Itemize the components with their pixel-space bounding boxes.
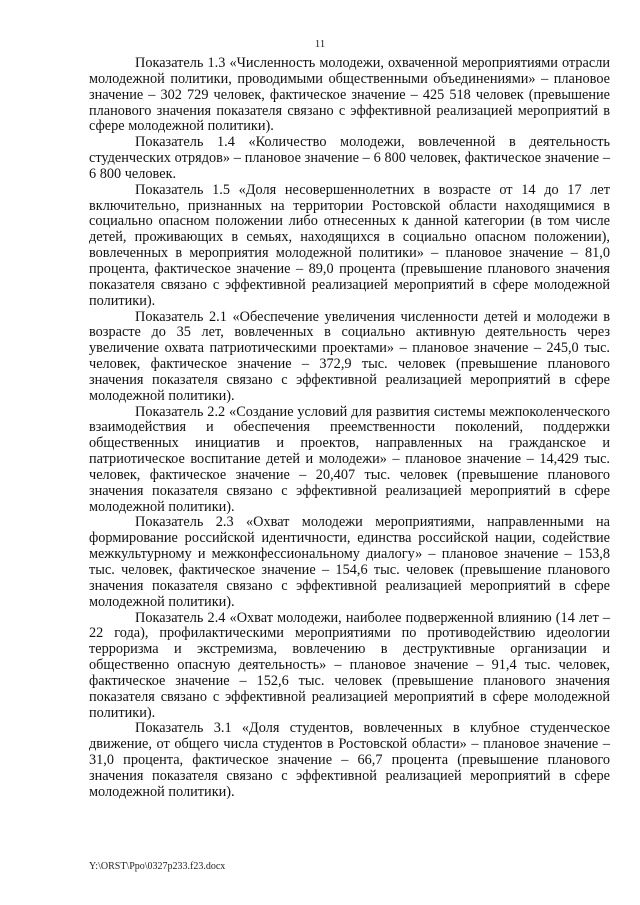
page-number: 11 [314, 38, 326, 50]
document-body [89, 56, 610, 801]
paragraph-indicator-1-5: Показатель 1.5 «Доля несовершеннолетних в возрасте от 14 до 17 лет включительно, признанных на территории Ростовской области находящимися в социально опасном положении либо отнесенных к данной категории (в том числе детей, проживающих в семьях, находящихся в социально опасном положении), вовлеченных в мероприятия молодежной политики» – плановое значение – 81,0 процента, фактическое значение – 89,0 процента (превышение планового значения показателя связано с эффективной реализацией мероприятий в сфере молодежной политики). [89, 181, 610, 309]
paragraph-indicator-1-4: Показатель 1.4 «Количество молодежи, вовлеченной в деятельность студенческих отрядов» – плановое значение – 6 800 человек, фактическое значение – 6 800 человек. [89, 134, 610, 182]
paragraph-indicator-2-3: Показатель 2.3 «Охват молодежи мероприятиями, направленными на формирование российской идентичности, единства российской нации, содействие межкультурному и межконфессиональному диалогу» – плановое значение – 153,8 тыс. человек, фактическое значение – 154,6 тыс. человек (превышение планового значения показателя связано с эффективной реализацией мероприятий в сфере молодежной политики). [89, 514, 610, 610]
paragraph-indicator-2-4: Показатель 2.4 «Охват молодежи, наиболее подверженной влиянию (14 лет – 22 года), профилактическими мероприятиями по противодействию идеологии терроризма и экстремизма, вовлечению в деструктивные организации и общественно опасную деятельность» – плановое значение – 91,4 тыс. человек, фактическое значение – 152,6 тыс. человек (превышение планового значения показателя связано с эффективной реализацией мероприятий в сфере молодежной политики). [89, 609, 610, 721]
paragraph-indicator-2-1: Показатель 2.1 «Обеспечение увеличения численности детей и молодежи в возрасте до 35 лет, вовлеченных в социально активную деятельность через увеличение охвата патриотическими проектами» – плановое значение – 245,0 тыс. человек, фактическое значение – 372,9 тыс. человек (превышение планового значения показателя связано с эффективной реализацией мероприятий в сфере молодежной политики). [89, 308, 610, 404]
paragraph-indicator-3-1: Показатель 3.1 «Доля студентов, вовлеченных в клубное студенческое движение, от общего числа студентов в Ростовской области» – плановое значение – 31,0 процента, фактическое значение – 66,7 процента (превышение планового значения показателя связано с эффективной реализацией мероприятий в сфере молодежной политики). [89, 720, 610, 800]
footer-file-path: Y:\ORST\Ppo\0327p233.f23.docx [89, 861, 226, 872]
paragraph-indicator-1-3: Показатель 1.3 «Численность молодежи, охваченной мероприятиями отрасли молодежной политики, проводимыми общественными объединениями» – плановое значение – 302 729 человек, фактическое значение – 425 518 человек (превышение планового значения показателя связано с эффективной реализацией мероприятий в сфере молодежной политики). [89, 55, 610, 135]
paragraph-indicator-2-2: Показатель 2.2 «Создание условий для развития системы межпоколенческого взаимодействия и обеспечения преемственности поколений, поддержки общественных инициатив и проектов, направленных на гражданское и патриотическое воспитание детей и молодежи» – плановое значение – 14,429 тыс. человек, фактическое значение – 20,407 тыс. человек (превышение планового значения показателя связано с эффективной реализацией мероприятий в сфере молодежной политики). [89, 403, 610, 515]
